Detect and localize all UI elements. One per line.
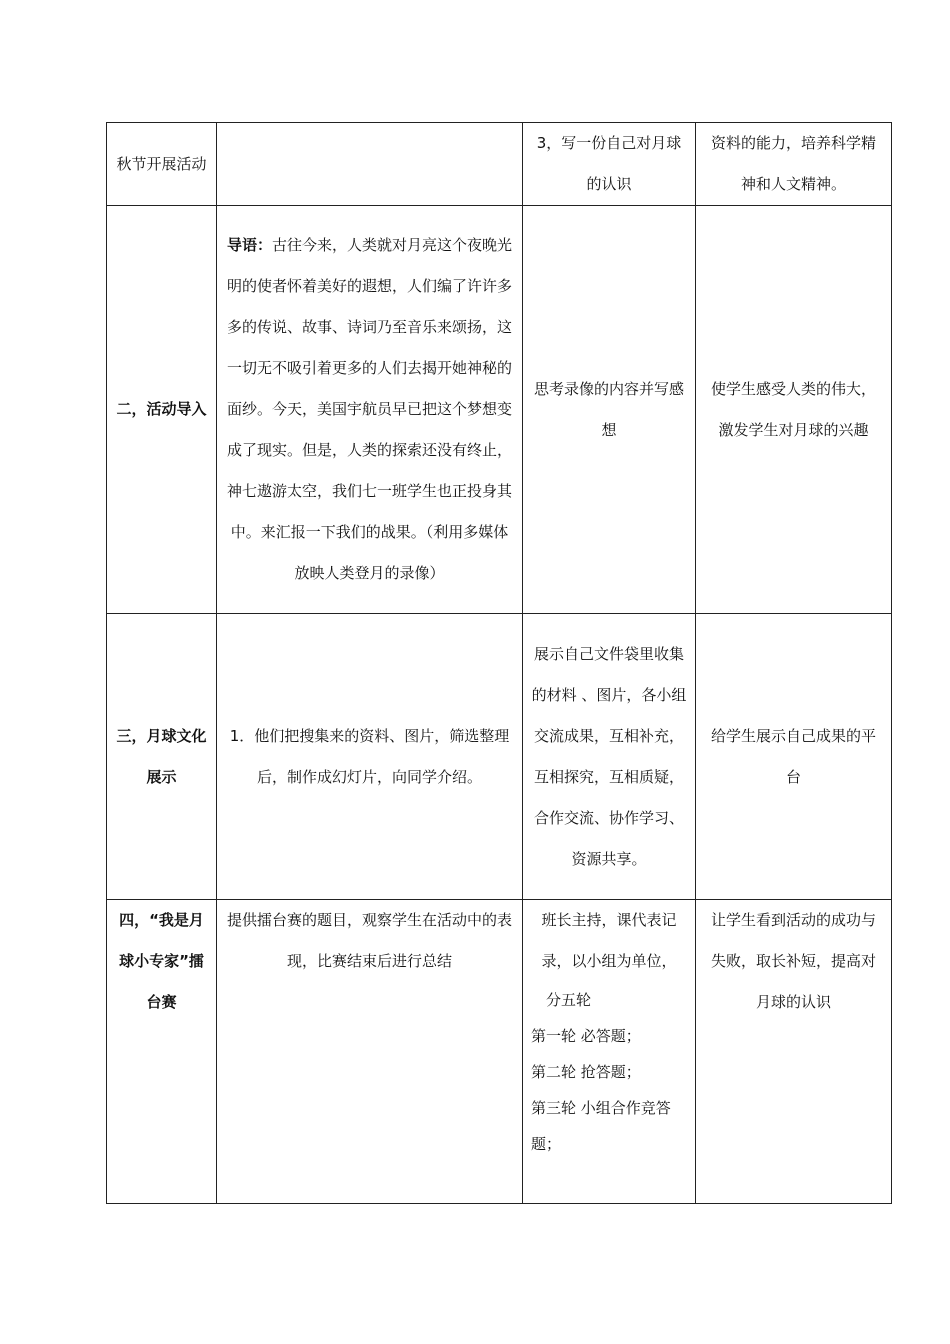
rounds-title: 分五轮 — [546, 991, 592, 1009]
student-text: 3，写一份自己对月球的认识 — [536, 134, 682, 193]
student-intro: 班长主持，课代表记录，以小组为单位， — [541, 911, 677, 970]
purpose-cell — [696, 900, 892, 1204]
stage-text: 秋节开展活动 — [116, 154, 207, 173]
purpose-text: 使学生感受人类的伟大，激发学生对月球的兴趣 — [710, 379, 876, 439]
purpose-text: 资料的能力，培养科学精神和人文精神。 — [710, 134, 876, 193]
purpose-cell — [696, 123, 892, 206]
stage-text: 四，“我是月球小专家”擂台赛 — [119, 911, 204, 1011]
lead-in-text: 古往今来，人类就对月亮这个夜晚光明的使者怀着美好的遐想，人们编了许许多多的传说、故事、诗词乃至音乐来颂扬，这一切无不吸引着更多的人们去揭开她神秘的面纱。今天，美国宇航员早已把这个梦想变成了现实。但是，人类的探索还没有终止，神七遨游太空，我们七一班学生也正投身其中。来汇报一下我们的战果。（利用多媒体放映人类登月的录像） — [226, 236, 513, 582]
stage-cell — [107, 900, 217, 1204]
teacher-cell — [217, 614, 523, 900]
student-cell — [523, 614, 696, 900]
student-cell — [523, 900, 696, 1204]
round-two: 第二轮 抢答题； — [531, 1063, 641, 1081]
teacher-cell — [217, 206, 523, 614]
student-text: 思考录像的内容并写感想 — [533, 379, 684, 439]
lesson-plan-table — [106, 122, 892, 1204]
teacher-cell — [217, 123, 523, 206]
student-cell — [523, 123, 696, 206]
lead-in-label: 导语： — [226, 236, 272, 254]
student-text: 展示自己文件袋里收集的材料 、图片，各小组交流成果，互相补充，互相探究，互相质疑，合作交流、协作学习、资源共享。 — [531, 644, 687, 868]
stage-cell — [107, 206, 217, 614]
teacher-cell — [217, 900, 523, 1204]
stage-text: 二，活动导入 — [116, 400, 207, 418]
table-row — [107, 900, 892, 1204]
table-row — [107, 206, 892, 614]
stage-cell — [107, 614, 217, 900]
purpose-text: 给学生展示自己成果的平台 — [710, 726, 876, 786]
student-cell — [523, 206, 696, 614]
teacher-text: 提供擂台赛的题目，观察学生在活动中的表现，比赛结束后进行总结 — [226, 911, 512, 970]
stage-cell — [107, 123, 217, 206]
teacher-text: 1．他们把搜集来的资料、图片，筛选整理后，制作成幻灯片，向同学介绍。 — [229, 726, 510, 786]
purpose-text: 让学生看到活动的成功与失败，取长补短，提高对月球的认识 — [710, 911, 876, 1011]
table-row — [107, 614, 892, 900]
round-one: 第一轮 必答题； — [531, 1027, 641, 1045]
purpose-cell — [696, 206, 892, 614]
round-three: 第三轮 小组合作竞答题； — [531, 1099, 671, 1153]
table-row — [107, 123, 892, 206]
stage-text: 三，月球文化展示 — [116, 726, 207, 786]
purpose-cell — [696, 614, 892, 900]
